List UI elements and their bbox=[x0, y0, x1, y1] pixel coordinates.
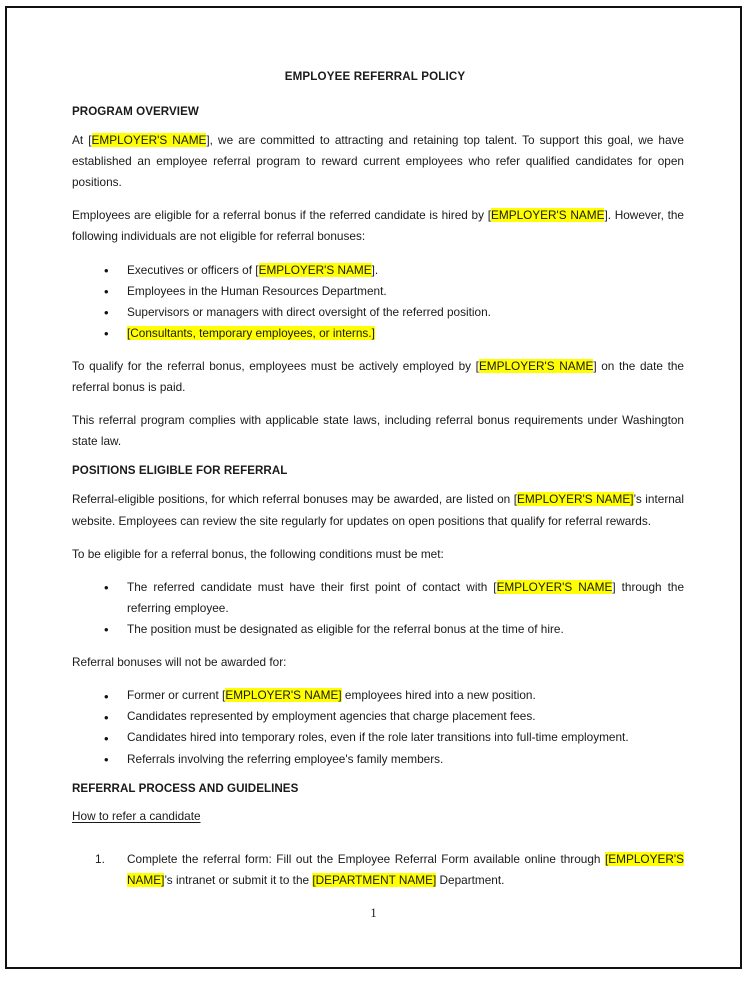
highlight-consultants-placeholder: [Consultants, temporary employees, or interns.] bbox=[127, 325, 375, 340]
list-item bbox=[72, 727, 686, 748]
list-item bbox=[72, 849, 686, 891]
document-page bbox=[5, 6, 742, 969]
section-heading-program-overview: PROGRAM OVERVIEW bbox=[72, 105, 199, 118]
paragraph-program-intro bbox=[72, 130, 686, 193]
text-fragment: ]. bbox=[371, 262, 379, 277]
text-fragment: Employees are eligible for a referral bonus if the referred candidate is hired by [ bbox=[72, 208, 491, 223]
text-fragment: To be eligible for a referral bonus, the following conditions must be met: bbox=[72, 546, 444, 561]
page-content bbox=[7, 8, 740, 967]
list-referral-steps bbox=[72, 849, 686, 891]
highlight-employer-name: EMPLOYER'S NAME bbox=[491, 208, 605, 223]
text-fragment: ]. However, the following individuals are not eligible for referral bonuses: bbox=[72, 208, 684, 244]
paragraph-referral-eligible-positions bbox=[72, 489, 686, 531]
list-item bbox=[72, 323, 686, 344]
highlight-department-name: [DEPARTMENT NAME] bbox=[312, 872, 437, 887]
text-fragment: The referred candidate must have their first point of contact with [ bbox=[127, 579, 497, 594]
paragraph-conditions-intro bbox=[72, 544, 686, 565]
text-fragment: This referral program complies with applicable state laws, including referral bonus requirements under Washington state law. bbox=[72, 413, 684, 449]
text-fragment: ] through the referring employee. bbox=[127, 579, 685, 615]
text-fragment: The position must be designated as eligible for the referral bonus at the time of hire. bbox=[127, 621, 564, 636]
text-fragment: Referral bonuses will not be awarded for: bbox=[72, 655, 287, 670]
text-fragment: Former or current [ bbox=[127, 688, 226, 703]
paragraph-not-awarded-intro bbox=[72, 652, 686, 673]
highlight-employer-name: EMPLOYER'S NAME bbox=[478, 358, 594, 373]
text-fragment: ’s intranet or submit it to the bbox=[164, 872, 313, 887]
highlight-employer-name: EMPLOYER'S NAME] bbox=[225, 688, 342, 703]
text-fragment: ] on the date the referral bonus is paid. bbox=[72, 358, 684, 395]
section-heading-positions-eligible: POSITIONS ELIGIBLE FOR REFERRAL bbox=[72, 464, 288, 478]
highlight-employer-name: EMPLOYER'S NAME bbox=[258, 262, 372, 277]
text-fragment: Supervisors or managers with direct oversight of the referred position. bbox=[127, 304, 491, 319]
text-fragment: employees hired into a new position. bbox=[341, 688, 536, 703]
list-item bbox=[72, 260, 686, 281]
list-item bbox=[72, 619, 686, 640]
text-fragment: ], we are committed to attracting and retaining top talent. To support this goal, we have established an employee referral program to reward current employees who refer qualified candidates for open positions. bbox=[72, 133, 684, 190]
page-title: EMPLOYEE REFERRAL POLICY bbox=[284, 70, 466, 83]
text-fragment: ’s internal website. Employees can review the site regularly for updates on open positions that qualify for referral rewards. bbox=[72, 492, 684, 528]
text-fragment: Department. bbox=[436, 872, 505, 887]
text-fragment: To qualify for the referral bonus, employees must be actively employed by [ bbox=[72, 358, 479, 373]
text-fragment: Executives or officers of [ bbox=[127, 262, 259, 277]
sub-heading-wrapper bbox=[72, 807, 686, 836]
list-item bbox=[72, 302, 686, 323]
text-fragment: Referral-eligible positions, for which referral bonuses may be awarded, are listed on [ bbox=[72, 492, 517, 507]
highlight-employer-name: EMPLOYER'S NAME] bbox=[517, 492, 634, 507]
text-fragment: At [ bbox=[72, 133, 92, 147]
text-fragment: Candidates represented by employment agencies that charge placement fees. bbox=[127, 709, 536, 724]
list-exclusions bbox=[72, 685, 686, 769]
page-number: 1 bbox=[370, 906, 377, 920]
highlight-employer-name: EMPLOYER'S NAME bbox=[91, 133, 207, 147]
sub-heading-how-to-refer: How to refer a candidate bbox=[72, 808, 201, 823]
list-item bbox=[72, 706, 686, 727]
text-fragment: Complete the referral form: Fill out the Employee Referral Form available online through bbox=[127, 851, 606, 866]
list-item bbox=[72, 281, 686, 302]
section-heading-referral-process: REFERRAL PROCESS AND GUIDELINES bbox=[72, 781, 299, 795]
paragraph-qualify bbox=[72, 356, 686, 398]
paragraph-state-law bbox=[72, 410, 686, 452]
text-fragment: Referrals involving the referring employee's family members. bbox=[127, 751, 444, 766]
list-item bbox=[72, 685, 686, 706]
highlight-employer-name: EMPLOYER'S NAME bbox=[496, 579, 613, 594]
list-item bbox=[72, 749, 686, 770]
list-eligibility-conditions bbox=[72, 577, 686, 640]
list-item bbox=[72, 577, 686, 619]
text-fragment: Employees in the Human Resources Department. bbox=[127, 283, 387, 298]
text-fragment: Candidates hired into temporary roles, even if the role later transitions into full-time employment. bbox=[127, 730, 629, 745]
paragraph-eligibility bbox=[72, 205, 686, 247]
highlight-employer-name: [EMPLOYER'S NAME] bbox=[127, 851, 684, 887]
list-ineligible-individuals bbox=[72, 260, 686, 344]
